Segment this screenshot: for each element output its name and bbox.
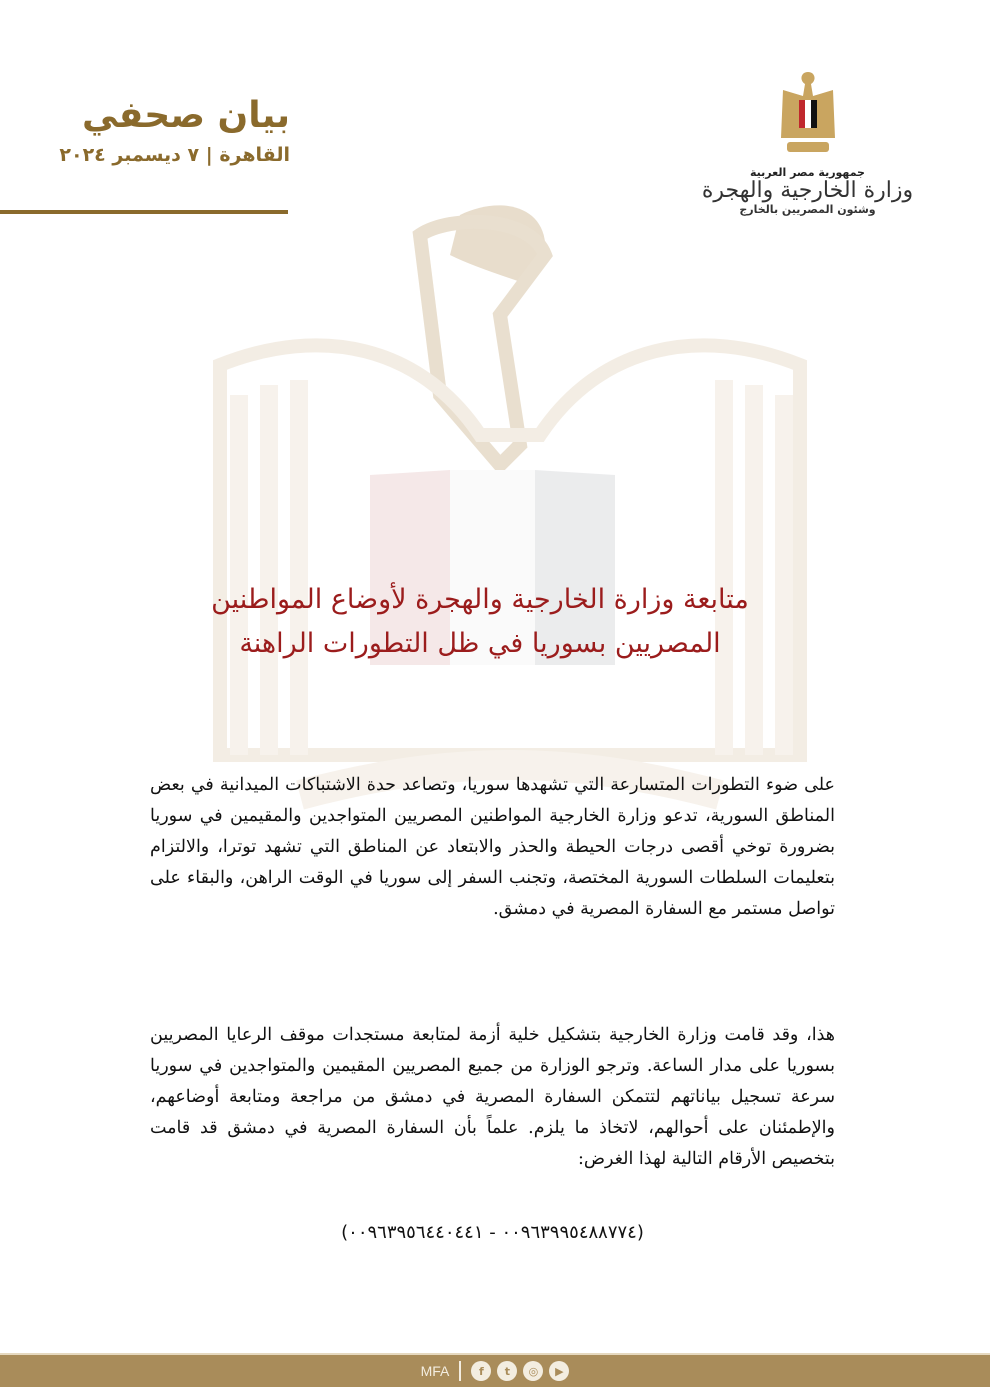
headline-line-1: متابعة وزارة الخارجية والهجرة لأوضاع المواطنين [211,584,749,615]
facebook-icon[interactable]: f [471,1361,491,1381]
phone-numbers: (٠٠٩٦٣٩٩٥٤٨٨٧٧٤ - ٠٠٩٦٣٩٥٦٤٤٠٤٤١) [341,1222,644,1243]
headline-line-2: المصريين بسوريا في ظل التطورات الراهنة [239,628,721,659]
footer-separator [459,1361,461,1381]
header-divider [0,210,288,214]
body-paragraph-1: على ضوء التطورات المتسارعة التي تشهدها سوريا، وتصاعد حدة الاشتباكات الميدانية في بعض المناطق السورية، تدعو وزارة الخارجية المواطنين المصريين المتواجدين والمقيمين في سوريا بضرورة توخي أقصى درجات الحيطة والحذر والابتعاد عن المناطق التي تشهد توترا، والالتزام بتعليمات السلطات السورية المختصة، وتجنب السفر إلى سوريا في الوقت الراهن، والبقاء على تواصل مستمر مع السفارة المصرية في دمشق. [150,775,835,919]
ministry-logo [700,68,915,216]
republic-label: جمهورية مصر العربية [750,166,865,179]
headline [150,578,810,666]
footer-bar [0,1353,990,1387]
ministry-name: وزارة الخارجية والهجرة [701,178,914,203]
press-header [0,95,290,166]
press-release-title: بيان صحفي [81,95,290,136]
mfa-label: MFA [420,1363,450,1379]
youtube-icon[interactable]: ▶ [549,1361,569,1381]
eagle-emblem-icon [773,68,843,158]
dateline: القاهرة | ٧ ديسمبر ٢٠٢٤ [59,144,290,166]
twitter-icon[interactable]: t [497,1361,517,1381]
ministry-subtitle: وشئون المصريين بالخارج [739,203,876,217]
instagram-icon[interactable]: ◎ [523,1361,543,1381]
body-paragraph-2: هذا، وقد قامت وزارة الخارجية بتشكيل خلية أزمة لمتابعة مستجدات موقف الرعايا المصريين بسوريا على مدار الساعة. وترجو الوزارة من جميع المصريين المقيمين والمتواجدين في سوريا سرعة تسجيل بياناتهم لتتمكن السفارة المصرية في دمشق من مراجعة ومتابعة أوضاعهم، والإطمئنان على أحوالهم، لاتخاذ ما يلزم. علماً بأن السفارة المصرية في دمشق قد قامت بتخصيص الأرقام التالية لهذا الغرض: [150,1025,835,1169]
